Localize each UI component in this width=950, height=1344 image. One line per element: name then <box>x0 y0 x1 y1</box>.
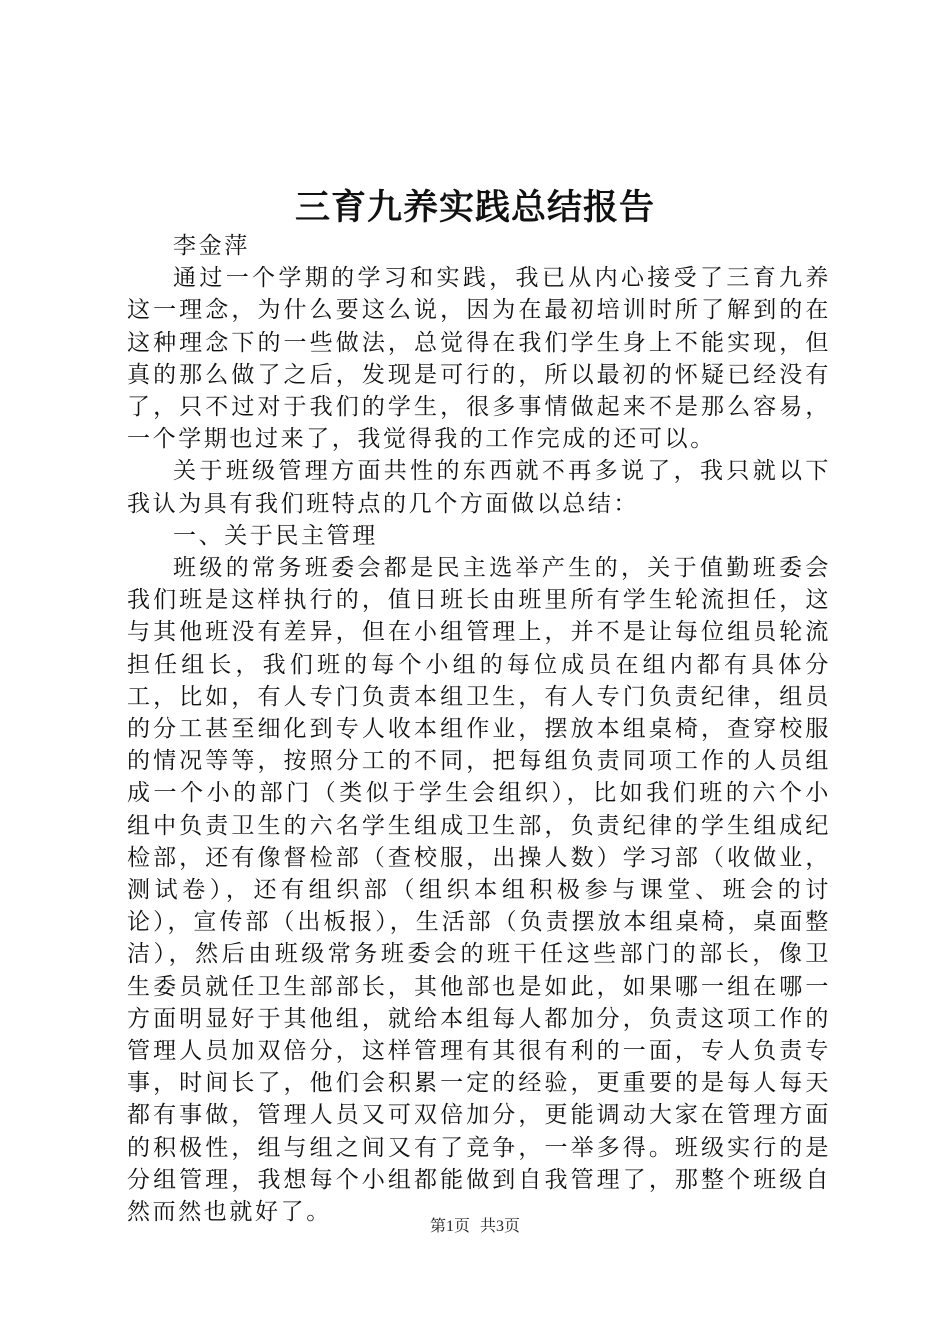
body-paragraph-intro: 通过一个学期的学习和实践，我已从内心接受了三育九养这一理念，为什么要这么说，因为在最初培训时所了解到的在这种理念下的一些做法，总觉得在我们学生身上不能实现，但真的那么做了之后，发现是可行的，所以最初的怀疑已经没有了，只不过对于我们的学生，很多事情做起来不是那么容易，一个学期也过来了，我觉得我的工作完成的还可以。 <box>127 265 831 453</box>
document-body <box>127 230 831 1228</box>
document-title: 三育九养实践总结报告 <box>294 187 655 228</box>
body-paragraph-transition: 关于班级管理方面共性的东西就不再多说了，我只就以下我认为具有我们班特点的几个方面做以总结： <box>127 458 831 517</box>
page-number: 第1页 <box>429 1218 470 1235</box>
page-total: 共3页 <box>480 1218 521 1235</box>
section-heading-democratic-management: 一、关于民主管理 <box>173 522 378 549</box>
page-footer <box>0 1217 950 1237</box>
author-line: 李金萍 <box>173 233 250 259</box>
body-paragraph-democratic-management: 班级的常务班委会都是民主选举产生的，关于值勤班委会我们班是这样执行的，值日班长由班里所有学生轮流担任，这与其他班没有差异，但在小组管理上，并不是让每位组员轮流担任组长，我们班的每个小组的每位成员在组内都有具体分工，比如，有人专门负责本组卫生，有人专门负责纪律，组员的分工甚至细化到专人收本组作业，摆放本组桌椅，查穿校服的情况等等，按照分工的不同，把每组负责同项工作的人员组成一个小的部门（类似于学生会组织），比如我们班的六个小组中负责卫生的六名学生组成卫生部，负责纪律的学生组成纪检部，还有像督检部（查校服，出操人数）学习部（收做业，测试卷），还有组织部（组织本组积极参与课堂、班会的讨论），宣传部（出板报），生活部（负责摆放本组桌椅，桌面整洁），然后由班级常务班委会的班干任这些部门的部长，像卫生委员就任卫生部部长，其他部也是如此，如果哪一组在哪一方面明显好于其他组，就给本组每人都加分，负责这项工作的管理人员加双倍分，这样管理有其很有利的一面，专人负责专事，时间长了，他们会积累一定的经验，更重要的是每人每天都有事做，管理人员又可双倍加分，更能调动大家在管理方面的积极性，组与组之间又有了竞争，一举多得。班级实行的是分组管理，我想每个小组都能做到自我管理了，那整个班级自然而然也就好了。 <box>127 555 831 1226</box>
